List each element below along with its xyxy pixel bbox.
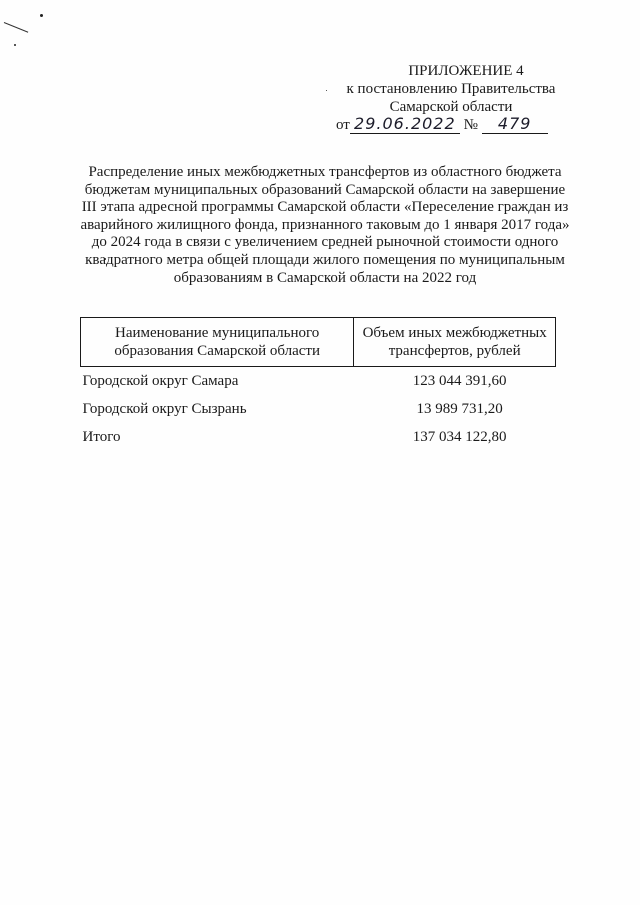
document-title: Распределение иных межбюджетных трансфертов из областного бюджета бюджетам муниципальных образований Самарской области на завершение III этапа адресной программы Самарской области «Переселение граждан из аварийного жилищного фонда, признанного таковым до 1 января 2017 года» до 2024 года в связи с увеличением средней рыночной стоимости одного квадратного метра общей площади жилого помещения по муниципальным образованиям в Самарской области на 2022 год [80,164,570,286]
decree-reference [336,114,548,134]
appendix-line-region: Самарской области [389,99,513,115]
appendix-line-decree: к постановлению Правительства [346,81,556,97]
decree-number-sign: № [463,117,478,133]
row-municipality: Городской округ Самара [82,372,239,389]
row-municipality: Городской округ Сызрань [82,400,247,417]
decree-date: 29.06.2022 [350,114,460,134]
decree-from-label: от [336,117,350,133]
row-amount: 123 044 391,60 [412,372,507,389]
table-row [81,367,556,396]
scan-speck [14,44,16,46]
scan-scratch [4,22,28,33]
table-row [81,395,556,423]
scan-speck [40,14,43,17]
total-label: Итого [82,428,121,445]
table-total-row [81,423,556,451]
total-amount: 137 034 122,80 [412,428,507,445]
column-header-municipality: Наименование муниципального образования Самарской области [81,318,354,367]
transfers-table [80,317,556,451]
appendix-header [336,62,566,116]
table-header-row [81,318,556,367]
decree-number: 479 [482,114,548,134]
appendix-title: ПРИЛОЖЕНИЕ 4 [408,63,524,79]
scan-speck [326,90,327,91]
column-header-amount: Объем иных межбюджетных трансфертов, рублей [354,318,556,367]
row-amount: 13 989 731,20 [416,400,503,417]
